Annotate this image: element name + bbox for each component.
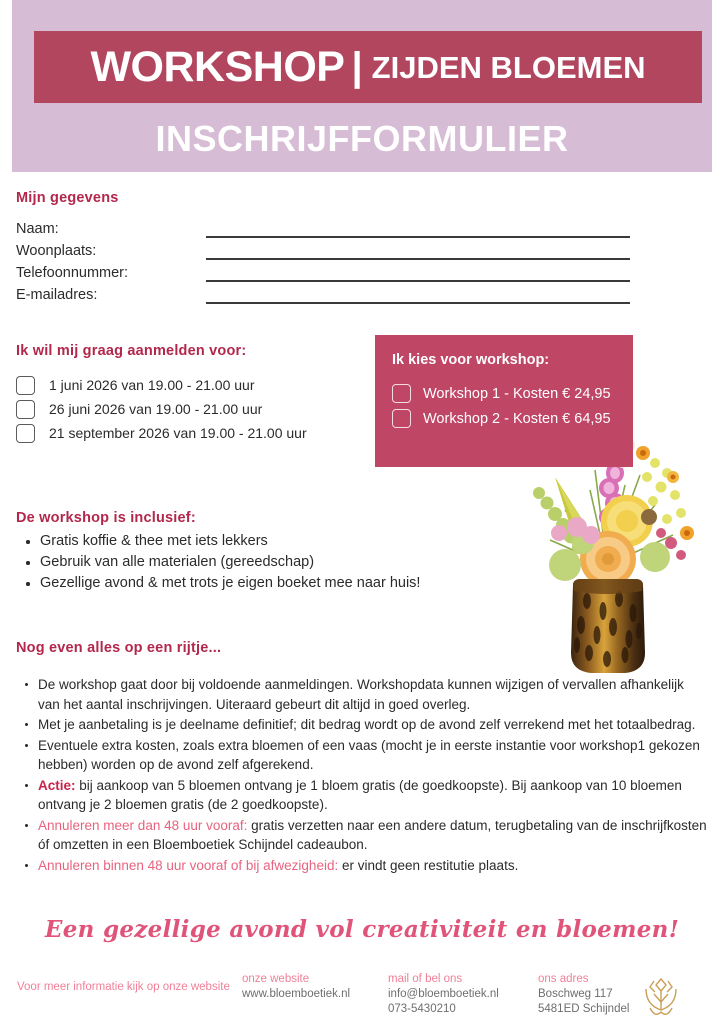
field-label-woonplaats: Woonplaats:	[16, 243, 97, 259]
list-item: Gratis koffie & thee met iets lekkers	[16, 531, 496, 552]
list-item: Gezellige avond & met trots je eigen boeket mee naar huis!	[16, 573, 496, 594]
summary-heading: Nog even alles op een rijtje...	[16, 640, 222, 656]
field-input-naam[interactable]	[206, 236, 630, 238]
footer	[0, 972, 724, 1024]
workshop-choice-option-2[interactable]	[392, 406, 633, 431]
signup-option-label-3: 21 september 2026 van 19.00 - 21.00 uur	[49, 425, 307, 441]
checkbox-icon-signup-2[interactable]	[16, 400, 35, 419]
summary-section	[16, 640, 708, 876]
signup-option-label-1: 1 juni 2026 van 19.00 - 21.00 uur	[49, 377, 255, 393]
form-field-naam[interactable]	[16, 218, 676, 240]
title-separator: |	[351, 45, 363, 89]
workshop-choice-option-1[interactable]	[392, 381, 633, 406]
signup-option-2[interactable]	[16, 397, 366, 421]
list-item: Eventuele extra kosten, zoals extra bloemen of een vaas (mocht je in eerste instantie voor workshop1 gekozen hebben) worden op de avond zelf afgerekend.	[16, 736, 708, 775]
page-subtitle: INSCHRIJFFORMULIER	[155, 118, 569, 159]
included-heading: De workshop is inclusief:	[16, 510, 196, 526]
summary-highlight: Annuleren meer dan 48 uur vooraf:	[38, 817, 248, 833]
signup-option-1[interactable]	[16, 373, 366, 397]
summary-list	[16, 675, 708, 875]
flower-logo-icon	[640, 972, 682, 1020]
checkbox-icon-signup-1[interactable]	[16, 376, 35, 395]
form-field-emailadres[interactable]	[16, 284, 676, 306]
signup-option-label-2: 26 juni 2026 van 19.00 - 21.00 uur	[49, 401, 263, 417]
checkbox-icon-signup-3[interactable]	[16, 424, 35, 443]
workshop-choice-label-1: Workshop 1 - Kosten € 24,95	[423, 385, 611, 402]
checkbox-icon-workshop-2[interactable]	[392, 409, 411, 428]
form-field-telefoonnummer[interactable]	[16, 262, 676, 284]
footer-website-url[interactable]: www.bloemboetiek.nl	[242, 988, 351, 1000]
workshop-choice-box	[375, 335, 633, 467]
form-field-woonplaats[interactable]	[16, 240, 676, 262]
page-title-sub: ZIJDEN BLOEMEN	[371, 49, 646, 85]
workshop-choice-label-2: Workshop 2 - Kosten € 64,95	[423, 410, 611, 427]
summary-highlight: Actie:	[38, 777, 76, 793]
footer-column-address	[538, 972, 629, 1016]
footer-heading-contact: mail of bel ons	[388, 973, 463, 985]
signup-dates-section	[16, 343, 366, 445]
list-item: Annuleren meer dan 48 uur vooraf: gratis verzetten naar een andere datum, terugbetaling van de inschrijfkosten óf omzetten in een Bloemboetiek Schijndel cadeaubon.	[16, 816, 708, 855]
page-title-main: WORKSHOP	[90, 42, 345, 91]
footer-heading-website: onze website	[242, 973, 310, 985]
personal-details-section	[16, 190, 676, 306]
footer-heading-address: ons adres	[538, 973, 589, 985]
signup-option-3[interactable]	[16, 421, 366, 445]
footer-address-city: 5481ED Schijndel	[538, 1002, 630, 1015]
header-band	[12, 0, 712, 172]
personal-details-heading: Mijn gegevens	[16, 190, 119, 206]
signup-heading: Ik wil mij graag aanmelden voor:	[16, 343, 247, 359]
tagline: Een gezellige avond vol creativiteit en bloemen!	[44, 916, 680, 943]
list-item: Annuleren binnen 48 uur vooraf of bij afwezigheid: er vindt geen restitutie plaats.	[16, 856, 708, 876]
field-label-emailadres: E-mailadres:	[16, 287, 98, 303]
list-item: Met je aanbetaling is je deelname definitief; dit bedrag wordt op de avond zelf verrekend met het totaalbedrag.	[16, 715, 708, 735]
footer-column-contact	[388, 972, 499, 1016]
checkbox-icon-workshop-1[interactable]	[392, 384, 411, 403]
field-input-emailadres[interactable]	[206, 302, 630, 304]
header-title-bar	[34, 31, 702, 103]
field-input-telefoonnummer[interactable]	[206, 280, 630, 282]
field-label-naam: Naam:	[16, 221, 59, 237]
list-item: Actie: bij aankoop van 5 bloemen ontvang je 1 bloem gratis (de goedkoopste). Bij aankoop van 10 bloemen ontvang je 2 bloemen gratis (de 2 goedkoopste).	[16, 776, 708, 815]
footer-phone[interactable]: 073-5430210	[388, 1002, 456, 1015]
footer-address-street: Boschweg 117	[538, 988, 613, 1000]
footer-column-website	[242, 972, 350, 1002]
included-list	[16, 531, 496, 594]
footer-email[interactable]: info@bloemboetiek.nl	[388, 988, 499, 1000]
field-label-telefoonnummer: Telefoonnummer:	[16, 265, 129, 281]
list-item: Gebruik van alle materialen (gereedschap)	[16, 552, 496, 573]
footer-lead-text: Voor meer informatie kijk op onze website	[17, 981, 230, 993]
summary-highlight: Annuleren binnen 48 uur vooraf of bij afwezigheid:	[38, 857, 339, 873]
workshop-choice-heading: Ik kies voor workshop:	[392, 352, 550, 368]
field-input-woonplaats[interactable]	[206, 258, 630, 260]
included-section	[16, 510, 496, 594]
list-item: De workshop gaat door bij voldoende aanmeldingen. Workshopdata kunnen wijzigen of vervallen afhankelijk van het aantal inschrijvingen. Uiteraard gebeurt dit altijd in goed overleg.	[16, 675, 708, 714]
